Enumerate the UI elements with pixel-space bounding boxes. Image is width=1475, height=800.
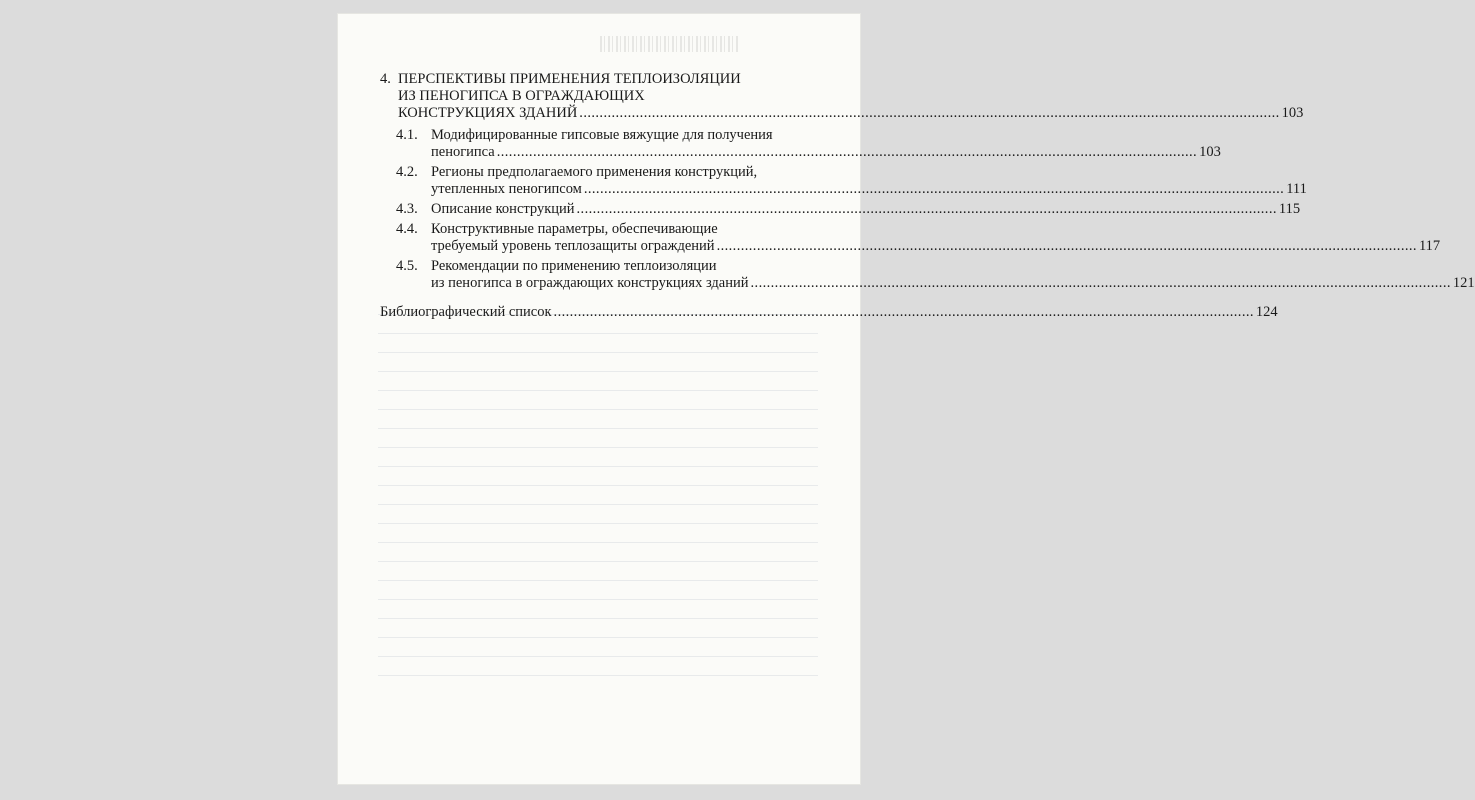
chapter-title-line: ПЕРСПЕКТИВЫ ПРИМЕНЕНИЯ ТЕПЛОИЗОЛЯЦИИ	[398, 71, 741, 87]
section-number: 4.5.	[396, 258, 418, 274]
show-through-line	[378, 371, 818, 372]
page-number: 117	[1418, 238, 1441, 254]
chapter-title	[398, 71, 1303, 122]
section-number: 4.4.	[396, 221, 418, 237]
section-title-line: утепленных пеногипсом	[431, 181, 582, 197]
section-title-last-line	[431, 181, 1307, 198]
show-through-line	[378, 409, 818, 410]
chapter-title-line: ИЗ ПЕНОГИПСА В ОГРАЖДАЮЩИХ	[398, 88, 645, 104]
show-through-line	[378, 618, 818, 619]
section-title-last-line	[431, 275, 1475, 292]
toc-sections	[380, 127, 1475, 292]
dot-leader	[751, 275, 1451, 292]
section-title	[431, 164, 1307, 198]
section-title-last-line	[431, 201, 1300, 218]
show-through-line	[378, 428, 818, 429]
show-through-line	[378, 523, 818, 524]
dot-leader	[579, 105, 1279, 122]
document-page	[338, 14, 1475, 784]
section-title	[431, 221, 1440, 255]
section-title-line: Регионы предполагаемого применения конструкций,	[431, 164, 758, 180]
bibliography-title: Библиографический список	[380, 304, 552, 320]
show-through-line	[378, 561, 818, 562]
section-title-line: Конструктивные параметры, обеспечивающие	[431, 221, 718, 237]
toc-section-4-3	[396, 201, 1301, 218]
toc-chapter-4	[380, 71, 1304, 122]
chapter-title-last-line	[398, 105, 1303, 122]
show-through-line	[378, 580, 818, 581]
show-through-line	[378, 504, 818, 505]
dot-leader	[717, 238, 1417, 255]
chapter-number: 4.	[380, 71, 391, 87]
show-through-barcode	[600, 36, 740, 52]
toc-section-4-4	[396, 221, 1441, 255]
section-title-line: пеногипса	[431, 144, 495, 160]
show-through-line	[378, 352, 818, 353]
toc-section-4-2	[396, 164, 1307, 198]
show-through-line	[378, 675, 818, 676]
toc-section-4-5	[396, 258, 1475, 292]
section-title-line: Описание конструкций	[431, 201, 575, 217]
dot-leader	[497, 144, 1197, 161]
page-number: 111	[1286, 181, 1307, 197]
section-title-line: Рекомендации по применению теплоизоляции	[431, 258, 717, 274]
show-through-line	[378, 599, 818, 600]
show-through-line	[378, 390, 818, 391]
section-title-line: требуемый уровень теплозащиты ограждений	[431, 238, 715, 254]
page-number: 121	[1452, 275, 1475, 291]
section-title	[431, 201, 1300, 218]
section-title-last-line	[431, 144, 1221, 161]
section-number: 4.3.	[396, 201, 418, 217]
section-title	[431, 258, 1475, 292]
table-of-contents	[380, 71, 1475, 321]
section-number: 4.1.	[396, 127, 418, 143]
dot-leader	[577, 201, 1277, 218]
page-number: 124	[1255, 304, 1278, 320]
show-through-text	[378, 314, 818, 734]
page-number: 103	[1281, 105, 1304, 121]
show-through-line	[378, 333, 818, 334]
chapter-title-line: КОНСТРУКЦИЯХ ЗДАНИЙ	[398, 105, 578, 121]
show-through-line	[378, 466, 818, 467]
toc-section-4-1	[396, 127, 1221, 161]
dot-leader	[584, 181, 1284, 198]
section-title	[431, 127, 1221, 161]
show-through-line	[378, 485, 818, 486]
section-title-last-line	[431, 238, 1440, 255]
section-title-line: Модифицированные гипсовые вяжущие для получения	[431, 127, 773, 143]
show-through-line	[378, 637, 818, 638]
show-through-line	[378, 314, 818, 315]
show-through-line	[378, 447, 818, 448]
page-number: 103	[1199, 144, 1221, 160]
show-through-line	[378, 542, 818, 543]
section-title-line: из пеногипса в ограждающих конструкциях зданий	[431, 275, 749, 291]
show-through-line	[378, 656, 818, 657]
section-number: 4.2.	[396, 164, 418, 180]
page-number: 115	[1278, 201, 1301, 217]
